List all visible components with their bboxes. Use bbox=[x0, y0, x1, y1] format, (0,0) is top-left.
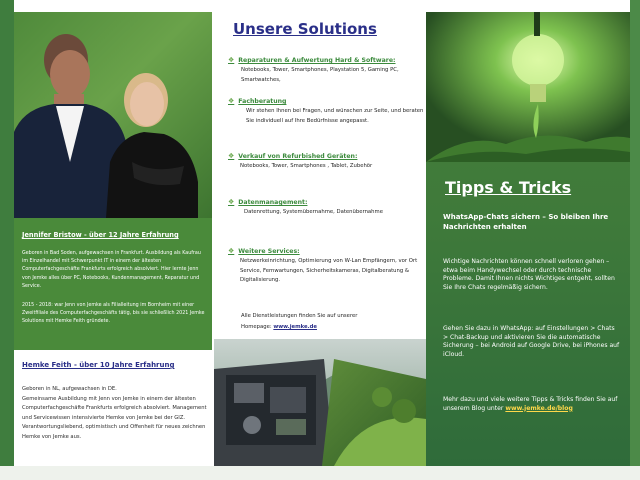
team-photo bbox=[14, 12, 212, 218]
tips-title: Tipps & Tricks bbox=[445, 178, 572, 197]
hemke-paragraph-2: Gemeinsame Ausbildung mit Jenn von Jemke in einem der ältesten Computerfachgeschäfte Frankfurts erfolgreich absolviert. Management und Servicewissen intensivierte Hemke von Jemke bei der GIZ. Verantwortungsliebend, optimistisch und Offenheit für neues zeichnen Hemke von Jemke aus. bbox=[22, 396, 207, 440]
solution-item bbox=[228, 152, 424, 172]
right-edge-strip bbox=[630, 0, 640, 466]
tips-paragraph-1: Wichtige Nachrichten können schnell verloren gehen – etwa beim Handywechsel oder durch technische Probleme. Damit Ihnen nichts Wichtiges entgeht, sollten Sie Ihre Chats regelmäßig sichern. bbox=[443, 258, 615, 291]
homepage-note bbox=[241, 311, 357, 333]
left-panel bbox=[14, 12, 212, 466]
tips-paragraph-3 bbox=[443, 396, 621, 413]
solutions-title: Unsere Solutions bbox=[233, 20, 377, 38]
solution-head: Datenmanagement: bbox=[238, 199, 308, 206]
homepage-note-line-1: Alle Dienstleistungen finden Sie auf unserer bbox=[241, 313, 358, 319]
tips-paragraph-2: Gehen Sie dazu in WhatsApp: auf Einstellungen > Chats > Chat-Backup und aktivieren Sie die automatische Sicherung – bei Android auf Google Drive, bei iPhones auf iCloud. bbox=[443, 325, 620, 358]
homepage-label: Homepage: bbox=[241, 324, 274, 330]
diamond-bullet-icon: ❖ bbox=[228, 247, 235, 255]
blog-link[interactable]: www.jemke.de/blog bbox=[505, 404, 573, 412]
solution-body: Netzwerkeinrichtung, Optimierung von W-Lan Empfängern, vor Ort Service, Fernwartungen, Sicherheitskameras, Digitalberatung & Digitalisierung. bbox=[240, 258, 418, 284]
homepage-link[interactable]: www.jemke.de bbox=[273, 324, 317, 330]
lightbulb-image bbox=[426, 12, 630, 162]
hemke-paragraph-1: Geboren in NL, aufgewachsen in DE. bbox=[22, 386, 117, 392]
solution-body: Notebooks, Tower, Smartphones , Tablet, Zubehör bbox=[240, 163, 373, 169]
bottom-band bbox=[0, 466, 640, 480]
middle-panel bbox=[214, 0, 426, 466]
laptop-nature-image bbox=[214, 339, 426, 466]
diamond-bullet-icon: ❖ bbox=[228, 198, 235, 206]
jennifer-paragraph-2: 2015 - 2018: war Jenn von Jemke als Filialleitung im Bornheim mit einer Zweitfiliale des Computerfachgeschäfts tätig, bis sie schließlich 2021 Jemke Solutions mit Hemke Feith gründete. bbox=[22, 303, 205, 325]
solution-item bbox=[228, 97, 424, 126]
solution-head: Verkauf von Refurbished Geräten: bbox=[238, 153, 358, 160]
jennifer-bio bbox=[14, 218, 212, 350]
solution-head: Reparaturen & Aufwertung Hard & Software: bbox=[238, 57, 396, 64]
jennifer-paragraph-1: Geboren in Bad Soden, aufgewachsen in Frankfurt. Ausbildung als Kaufrau im Einzelhandel mit Schwerpunkt IT in einem der ältesten Computerfachgeschäfte Frankfurts erfolgreich absolviert. Hier lernte Jenn von Jemke alles über PC, Notebooks, Kundenmanagement, Reparatur und Service. bbox=[22, 251, 201, 289]
hemke-bio bbox=[14, 350, 212, 466]
solution-head: Weitere Services: bbox=[238, 248, 300, 255]
diamond-bullet-icon: ❖ bbox=[228, 152, 235, 160]
jennifer-title: Jennifer Bristow - über 12 Jahre Erfahrung bbox=[22, 231, 179, 239]
tips-headline: WhatsApp-Chats sichern – So bleiben Ihre Nachrichten erhalten bbox=[443, 213, 609, 232]
solution-item bbox=[228, 56, 424, 85]
solution-item bbox=[228, 198, 424, 218]
solution-head: Fachberatung bbox=[238, 98, 287, 105]
left-edge-strip bbox=[0, 0, 14, 466]
tips-paragraph-3-text: Mehr dazu und viele weitere Tipps & Tricks finden Sie auf unserem Blog unter bbox=[443, 396, 618, 412]
hemke-title: Hemke Feith - über 10 Jahre Erfahrung bbox=[22, 361, 175, 369]
diamond-bullet-icon: ❖ bbox=[228, 56, 235, 64]
solution-item bbox=[228, 247, 424, 286]
solution-body: Datenrettung, Systemübernahme, Datenübernahme bbox=[244, 209, 383, 215]
solution-body: Notebooks, Tower, Smartphones, Playstation 5, Gaming PC, Smartwatches, bbox=[241, 67, 399, 83]
right-panel bbox=[426, 12, 630, 466]
solution-body: Wir stehen Ihnen bei Fragen, und wünschen zur Seite, und beraten Sie individuell auf Ihre Bedürfnisse angepasst. bbox=[246, 108, 424, 124]
diamond-bullet-icon: ❖ bbox=[228, 97, 235, 105]
